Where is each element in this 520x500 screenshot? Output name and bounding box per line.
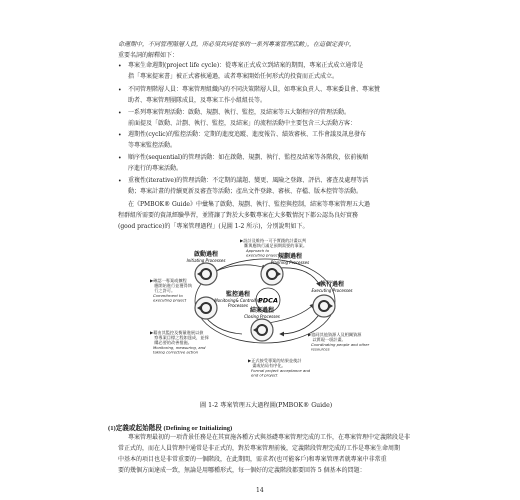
callout-top-zh: 斷與應執行滿足預期需要的事案。 (240, 243, 308, 248)
paragraph-line: 要的幾個方面達成一致，無論是用哪種形式，每一個好的定義階段都要回答 5 個基本的問題： (118, 467, 366, 474)
paragraph-line: 常正式的，而在人員管理中通常是非正式的，對於專案管理前後，定義階段管理完成的工作是專案生命周期 (118, 445, 401, 452)
callout-br-en: Coordinating people and other (311, 342, 370, 347)
paragraph-line: 程群組所需要的資訊經驗學習，並將讓了對於大多數專案在大多數情況下都公認為良好實務 (118, 212, 359, 219)
paragraph-line: 重要名詞的解釋如下： (118, 52, 179, 59)
bullet-marker: • (118, 110, 122, 117)
bullet-marker: • (118, 63, 122, 70)
closing-node-icon (251, 319, 273, 341)
executing-en-label: Executing Processes (311, 288, 353, 293)
bullet-line: 一系列專案管理活動：啟動、規劃、執行、監控，及結案等五大類程序的管理活動。 (128, 109, 351, 116)
page-number: 14 (256, 487, 264, 494)
callout-left-zh: ▶確認一專案或擴程 (150, 278, 187, 283)
callout-br-en: resources (311, 346, 330, 352)
callout-bl-zh: 察專案目標之程如達成，並採 (150, 335, 209, 340)
callout-bl-zh: ▶藉由其監控及衡量進展以偵 (150, 330, 204, 335)
monitoring-en-label: Monitoring& Controlling (214, 298, 262, 303)
bullet-line: 指「專案提案書」被正式審核通過，或者專案開始任何形式的投資而正式成立。 (128, 73, 339, 80)
bullet-line: 重複性(iterative)的管理活動：不定期的議題、變更、風險之登錄、評估、審查及處理等活 (128, 177, 369, 184)
paragraph-line: (good practice)的「專案管理過程」(見圖 1-2 所示)，分別說明如下。 (118, 223, 309, 230)
callout-left-en: Commitment to (153, 293, 183, 298)
callout-left-zh: 應開始進行並獲得執 (150, 283, 192, 288)
executing-node-icon (313, 295, 335, 317)
paragraph-line: 在《PMBOK® Guide》中彙集了啟動、規劃、執行、監控與控制，結案等專案管理五大過 (128, 201, 370, 208)
callout-bottom-zh: 畫或結局有序化。 (248, 363, 286, 368)
callout-bottom-en: end of project (251, 372, 278, 378)
bullet-marker: • (118, 87, 122, 94)
callout-bottom-zh: ▶正式接受專案的結果並使計 (248, 358, 302, 363)
callout-bl-en: taking corrective action (153, 349, 199, 355)
callout-bottom-en: Formal project acceptance and (251, 368, 311, 373)
callout-bl-en: Monitoring, measuring, and (153, 345, 206, 350)
paragraph-line: 中基本的項目也是非常重要的一個階段，在此期間，需求者(也可能客戶)和專案管理者就專案中非常重 (118, 456, 387, 463)
bullet-line: 助者、專案管理團隊成員，及專案工作小組組長等。 (128, 97, 267, 104)
closing-en-label: Closing Processes (244, 314, 280, 319)
process-cycle-figure (150, 238, 380, 396)
callout-left-en: executing project (153, 297, 187, 303)
bullet-line: 動；專案計畫的持續更新及審查等活動；產出文件登錄、審核、存檔、版本控管等活動。 (128, 188, 363, 195)
bullet-marker: • (118, 178, 122, 185)
paragraph-line: 命週期中，不同管理階層人員，所必須共同從事的一系列專案管理活動」，在這個定義中， (118, 41, 356, 48)
bullet-line: 前面提及「啟動、計劃、執行、監控，及結案」的流程活動中主要包含三大活動方客： (128, 120, 357, 127)
paragraph-line: 專案管理最初的一項背景任務是在其實施各種方式與基礎專案管理完成的工作，在專案管理中定義階段是非 (128, 434, 411, 441)
callout-br-zh: ▶協同其他資源人及相關資源 (308, 332, 362, 337)
bullet-line: 週期性(cyclic)的監控活動：定期的進度追蹤、進度報告、績效審核、工作會議及訊息發布 (128, 131, 366, 138)
callout-top-en: executing project (246, 252, 280, 258)
bullet-line: 專案生命週期(project life cycle)：從專案正式成立到結案的期間，專案正式成立通常是 (128, 62, 364, 69)
bullet-line: 序進行的專案活動。 (128, 165, 183, 172)
callout-top-en: Approach to (246, 248, 270, 253)
callout-top-zh: ▶設計及維持一可予實踐的計畫以判 (240, 238, 307, 243)
initiating-node-icon (195, 263, 217, 285)
planning-node-icon (261, 263, 283, 285)
bullet-marker: • (118, 155, 122, 162)
monitoring-label: 監控過程 (225, 291, 251, 298)
callout-bl-zh: 購必要的改善措施。 (150, 340, 192, 345)
initiating-en-label: Initiating Processes (186, 258, 226, 263)
bullet-line: 等專案監控活動。 (128, 142, 177, 149)
monitoring-en-label-2: Processes (228, 303, 248, 308)
figure-caption: 圖 1-2 專案管理五大過程圖(PMBOK® Guide) (200, 402, 333, 409)
section-heading: (1)定義或起始階段 (Defining or Initializing) (108, 425, 233, 432)
bullet-marker: • (118, 132, 122, 139)
initiating-label: 啟動過程 (193, 251, 219, 258)
callout-br-zh: 以實現一項計畫。 (308, 337, 346, 342)
pdca-label: PDCA (258, 296, 278, 305)
executing-label: 執行過程 (319, 281, 345, 288)
bullet-line: 順序性(sequential)的管理活動：如在啟動、規劃、執行、監控及結案等各階段，依前後順 (128, 154, 369, 161)
planning-en-label: Planning Processes (270, 260, 310, 265)
closing-label: 結案過程 (249, 307, 275, 314)
callout-left-zh: 行之許可。 (150, 288, 176, 293)
planning-label: 規劃過程 (277, 253, 303, 260)
bullet-line: 不同管理階層人員：專案管理組織內的不同決策階層人員，如專案負責人、專案委員會、專案贊 (128, 86, 381, 93)
